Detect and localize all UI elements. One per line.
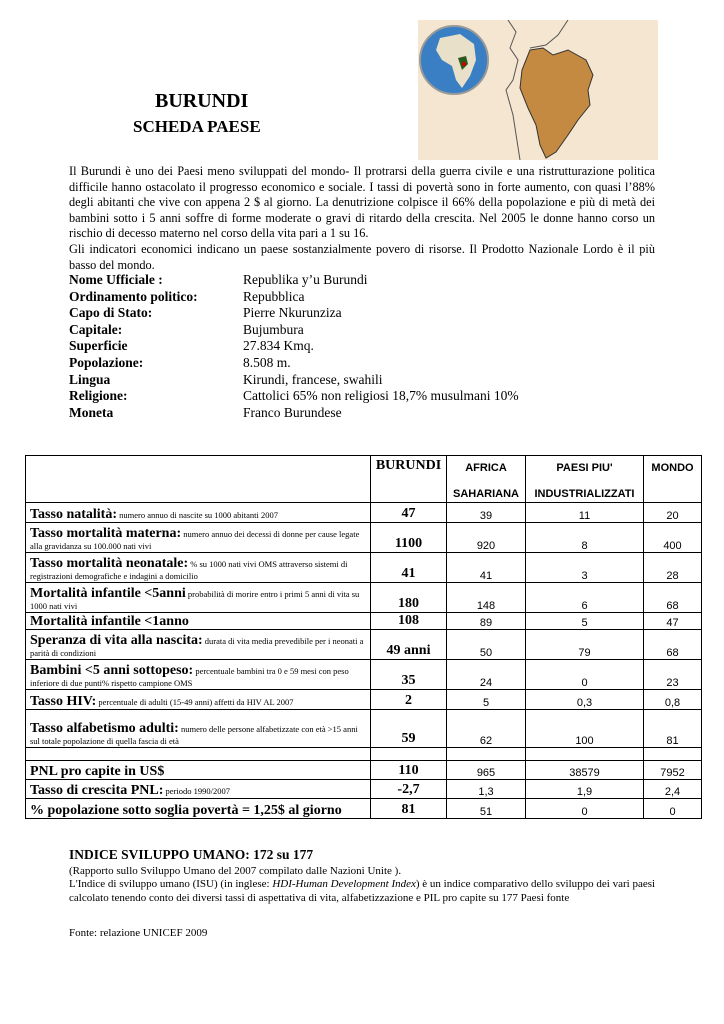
value-paesi: 11: [526, 503, 644, 523]
indicator-description: periodo 1990/2007: [163, 786, 230, 796]
indicator-cell: [26, 710, 371, 748]
value-africa: 1,3: [447, 780, 526, 799]
table-row: [26, 660, 702, 690]
fact-value: Cattolici 65% non religiosi 18,7% musulmani 10%: [243, 388, 519, 404]
table-row: [26, 710, 702, 748]
hdi-rank: INDICE SVILUPPO UMANO: 172 su 177: [69, 847, 314, 862]
fact-row: [69, 305, 519, 322]
fact-key: Capo di Stato:: [69, 305, 153, 321]
table-row: [26, 748, 702, 761]
indicator-label: Tasso HIV:: [30, 694, 97, 709]
value-paesi: 38579: [526, 761, 644, 780]
value-burundi: [371, 748, 447, 761]
value-mondo: 68: [644, 630, 702, 660]
indicator-cell: [26, 780, 371, 799]
fact-key: Lingua: [69, 371, 111, 387]
value-mondo: 400: [644, 523, 702, 553]
country-facts: [69, 272, 519, 421]
indicator-cell: [26, 660, 371, 690]
value-mondo: 7952: [644, 761, 702, 780]
fact-value: Repubblica: [243, 288, 305, 304]
hdi-desc-italic: HDI-Human Development Index: [272, 878, 416, 890]
table-row: [26, 523, 702, 553]
header-africa-bottom: SAHARIANA: [453, 488, 519, 500]
fact-key: Religione:: [69, 388, 128, 404]
hdi-desc-suffix: ) è un indice comparativo dello sviluppo dei vari paesi calcolato tenendo conto dei diversi tassi di aspettativa di vita, alfabetizzazione e PIL pro capite su 177 Paesi fonte: [69, 878, 656, 904]
intro-paragraph: Gli indicatori economici indicano un paese sostanzialmente povero di risorse. Il Prodotto Nazionale Lordo è il più basso del mondo.: [69, 241, 655, 272]
table-row: [26, 613, 702, 630]
value-burundi: 59: [371, 710, 447, 748]
indicator-description: percentuale di adulti (15-49 anni) affetti da HIV AL 2007: [96, 697, 294, 707]
hdi-description: [69, 878, 669, 905]
fact-row: [69, 355, 519, 372]
header-africa-top: AFRICA: [465, 462, 507, 474]
value-paesi: 5: [526, 613, 644, 630]
value-paesi: 79: [526, 630, 644, 660]
indicator-description: numero annuo dei decessi di donne per cause legate alla gravidanza su 100.000 nati vivi: [30, 529, 360, 551]
value-africa: 920: [447, 523, 526, 553]
value-africa: 51: [447, 799, 526, 819]
value-paesi: 1,9: [526, 780, 644, 799]
fact-key: Nome Ufficiale :: [69, 272, 163, 287]
indicator-label: Mortalità infantile <1anno: [30, 614, 189, 629]
value-africa: 39: [447, 503, 526, 523]
page-title: BURUNDI: [155, 90, 249, 112]
intro-paragraph: Il Burundi è uno dei Paesi meno sviluppati del mondo- Il protrarsi della guerra civile e una ristrutturazione politica difficile hanno ostacolato il progresso economico e sociale. I tassi di povertà sono in forte aumento, con quasi l’88% degli abitanti che vive con appena 2 $ al giorno. La denutrizione colpisce il 66% della popolazione e più di metà dei bambini sotto i 5 anni soffre di forme moderate o gravi di ritardo della crescita. Nel 2005 le donne hanno corso un rischio di decesso materno nel corso della vita pari a 1 su 16.: [69, 164, 655, 241]
value-mondo: 47: [644, 613, 702, 630]
table-row: [26, 583, 702, 613]
fact-key: Capitale:: [69, 321, 123, 337]
indicator-label: Speranza di vita alla nascita:: [30, 633, 203, 648]
value-burundi: 180: [371, 583, 447, 613]
table-row: [26, 780, 702, 799]
indicator-label: PNL pro capite in US$: [30, 764, 165, 779]
indicator-cell: [26, 553, 371, 583]
indicator-label: Tasso di crescita PNL:: [30, 783, 164, 798]
fact-key: Moneta: [69, 404, 114, 420]
value-burundi: 35: [371, 660, 447, 690]
value-mondo: 2,4: [644, 780, 702, 799]
table-row: [26, 761, 702, 780]
table-header-row: [26, 456, 702, 503]
fact-value: Kirundi, francese, swahili: [243, 371, 383, 387]
fact-value: 8.508 m.: [243, 354, 291, 370]
value-burundi: 2: [371, 690, 447, 710]
indicator-description: probabilità di morire entro i primi 5 anni di vita su 1000 nati vivi: [30, 589, 360, 611]
value-burundi: 47: [371, 503, 447, 523]
value-africa: 5: [447, 690, 526, 710]
indicator-description: numero annuo di nascite su 1000 abitanti 2007: [117, 510, 279, 520]
indicator-cell: [26, 503, 371, 523]
header-paesi-top: PAESI PIU': [556, 462, 613, 474]
value-paesi: 0: [526, 660, 644, 690]
hdi-desc-prefix: L'Indice di sviluppo umano (ISU) (in inglese:: [69, 878, 273, 890]
fact-row: [69, 405, 519, 422]
indicator-cell: [26, 799, 371, 819]
value-africa: 24: [447, 660, 526, 690]
value-paesi: 0: [526, 799, 644, 819]
header-mondo: [644, 456, 702, 503]
indicator-cell: [26, 761, 371, 780]
value-paesi: 6: [526, 583, 644, 613]
header-mondo-label: MONDO: [651, 462, 694, 474]
value-burundi: 41: [371, 553, 447, 583]
value-burundi: 110: [371, 761, 447, 780]
value-mondo: 0,8: [644, 690, 702, 710]
table-row: [26, 799, 702, 819]
value-paesi: [526, 748, 644, 761]
indicator-label: Bambini <5 anni sottopeso:: [30, 663, 194, 678]
fact-key: Superficie: [69, 338, 128, 354]
indicator-label: Tasso alfabetismo adulti:: [30, 721, 179, 736]
indicator-cell: [26, 583, 371, 613]
fact-value: Bujumbura: [243, 321, 304, 337]
value-mondo: 23: [644, 660, 702, 690]
fact-value: Republika y’u Burundi: [243, 272, 368, 287]
value-burundi: -2,7: [371, 780, 447, 799]
indicator-description: percentuale bambini tra 0 e 59 mesi con peso inferiore di due punti% rispetto campione OMS: [30, 666, 349, 688]
value-africa: [447, 748, 526, 761]
table-row: [26, 690, 702, 710]
fact-row: [69, 322, 519, 339]
source-note: Fonte: relazione UNICEF 2009: [69, 927, 208, 939]
hdi-report: (Rapporto sullo Sviluppo Umano del 2007 compilato dalle Nazioni Unite ).: [69, 864, 402, 877]
indicator-cell: [26, 690, 371, 710]
value-africa: 62: [447, 710, 526, 748]
indicator-label: Tasso natalità:: [30, 507, 118, 522]
value-africa: 89: [447, 613, 526, 630]
value-mondo: 20: [644, 503, 702, 523]
header-paesi-bottom: INDUSTRIALIZZATI: [534, 488, 635, 500]
value-burundi: 81: [371, 799, 447, 819]
value-burundi: 1100: [371, 523, 447, 553]
fact-value: 27.834 Kmq.: [243, 338, 314, 354]
indicator-cell: [26, 630, 371, 660]
value-paesi: 8: [526, 523, 644, 553]
fact-row: [69, 372, 519, 389]
value-africa: 50: [447, 630, 526, 660]
fact-row: [69, 388, 519, 405]
value-africa: 965: [447, 761, 526, 780]
indicator-description: durata di vita media prevedibile per i neonati a parità di condizioni: [30, 636, 364, 658]
value-paesi: 0,3: [526, 690, 644, 710]
header-africa: [447, 456, 526, 503]
page-subtitle: SCHEDA PAESE: [133, 117, 261, 136]
indicator-description: % su 1000 nati vivi OMS attraverso sistemi di registrazioni demografiche e indagini a domicilio: [30, 559, 348, 581]
footer: [69, 848, 669, 941]
globe-icon: [420, 26, 488, 94]
table-row: [26, 630, 702, 660]
value-burundi: 108: [371, 613, 447, 630]
table-row: [26, 553, 702, 583]
indicator-label: Tasso mortalità neonatale:: [30, 556, 189, 571]
table-row: [26, 503, 702, 523]
burundi-location-map: [418, 20, 658, 160]
indicator-cell: [26, 613, 371, 630]
value-mondo: 28: [644, 553, 702, 583]
value-mondo: 68: [644, 583, 702, 613]
header-burundi: BURUNDI: [371, 456, 447, 503]
header-paesi: [526, 456, 644, 503]
indicator-cell: [26, 523, 371, 553]
fact-row: [69, 272, 519, 289]
value-mondo: 81: [644, 710, 702, 748]
intro-text: [69, 164, 655, 273]
value-africa: 41: [447, 553, 526, 583]
fact-key: Popolazione:: [69, 354, 144, 370]
value-paesi: 3: [526, 553, 644, 583]
value-africa: 148: [447, 583, 526, 613]
indicator-label: % popolazione sotto soglia povertà = 1,25$ al giorno: [30, 803, 342, 818]
indicator-cell: [26, 748, 371, 761]
indicators-table: [25, 455, 702, 819]
indicator-label: Mortalità infantile <5anni: [30, 586, 186, 601]
value-mondo: [644, 748, 702, 761]
indicator-label: Tasso mortalità materna:: [30, 526, 182, 541]
value-burundi: 49 anni: [371, 630, 447, 660]
fact-value: Pierre Nkurunziza: [243, 305, 342, 321]
header-empty: [26, 456, 371, 503]
fact-row: [69, 289, 519, 306]
fact-value: Franco Burundese: [243, 404, 342, 420]
indicator-description: numero delle persone alfabetizzate con età >15 anni sul totale popolazione di quella fascia di età: [30, 724, 358, 746]
fact-key: Ordinamento politico:: [69, 288, 198, 304]
value-paesi: 100: [526, 710, 644, 748]
value-mondo: 0: [644, 799, 702, 819]
fact-row: [69, 338, 519, 355]
